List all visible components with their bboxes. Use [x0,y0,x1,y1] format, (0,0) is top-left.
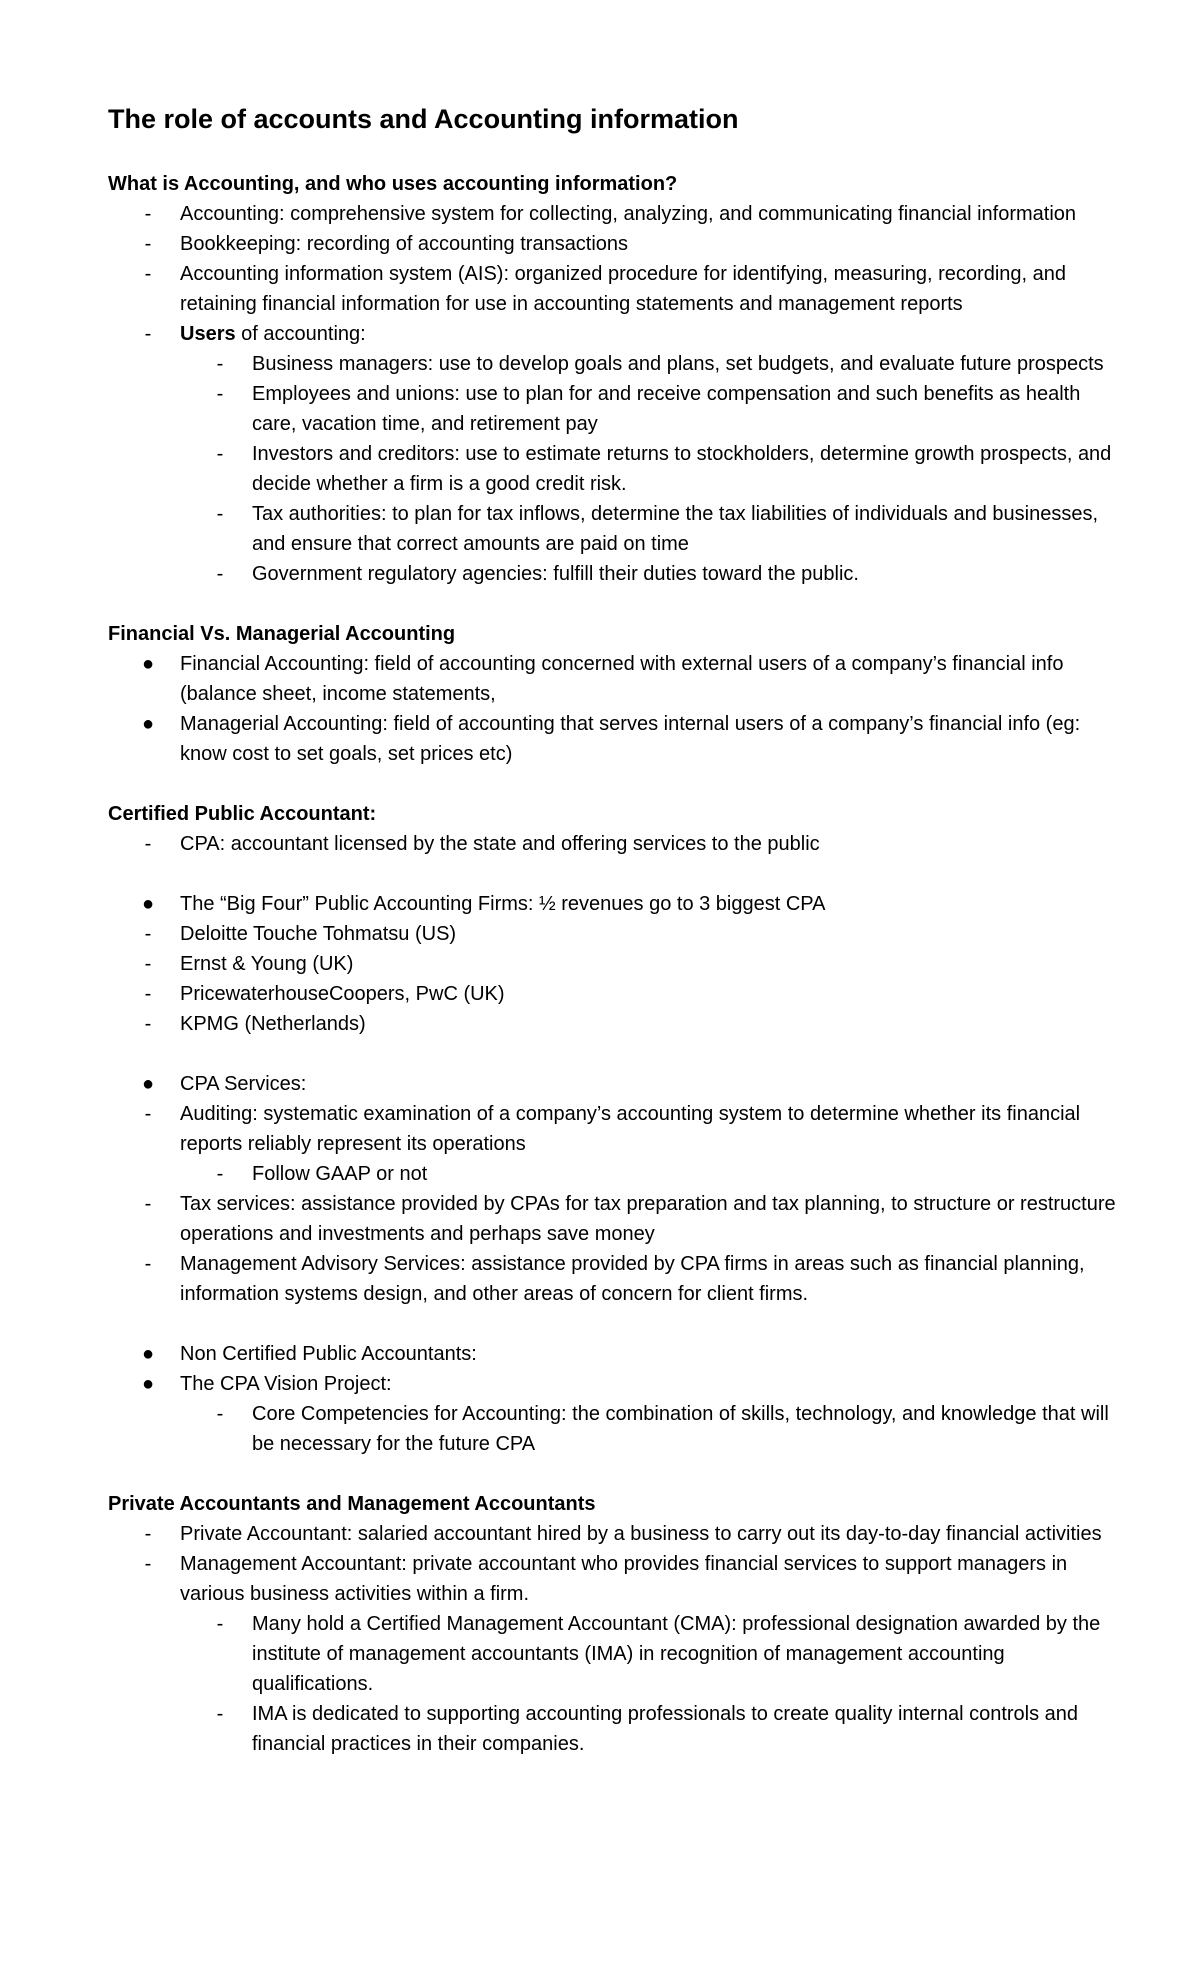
item-text: Tax services: assistance provided by CPAs for tax preparation and tax planning, to structure or restructure operations and investments and perhaps save money [180,1193,1116,1245]
item-text: Tax authorities: to plan for tax inflows, determine the tax liabilities of individuals and businesses, and ensure that correct amounts are paid on time [252,503,1099,555]
dash-marker: - [216,1703,224,1725]
sub-list-item [108,439,1118,499]
item-text: Non Certified Public Accountants: [180,1343,477,1365]
bullet-icon: ● [141,713,155,735]
item-text: Follow GAAP or not [252,1163,428,1185]
item-text: Employees and unions: use to plan for and receive compensation and such benefits as health care, vacation time, and retirement pay [252,383,1081,435]
document-body [108,169,1118,1759]
list-item [108,259,1118,319]
item-text: Management Accountant: private accountant who provides financial services to support managers in various business activities within a firm. [180,1553,1068,1605]
list-item [108,1099,1118,1159]
bullet-icon: ● [141,1373,155,1395]
dash-marker: - [144,923,152,945]
list-item [108,979,1118,1009]
dash-marker: - [144,953,152,975]
item-text: Government regulatory agencies: fulfill their duties toward the public. [252,563,859,585]
document-page [108,102,1118,1789]
item-text: Deloitte Touche Tohmatsu (US) [180,923,457,945]
item-text: Private Accountant: salaried accountant hired by a business to carry out its day-to-day financial activities [180,1523,1102,1545]
sub-list-item [108,1609,1118,1699]
dash-marker: - [144,1523,152,1545]
bullet-icon: ● [141,1073,155,1095]
list-item [108,199,1118,229]
section-heading: What is Accounting, and who uses accounting information? [108,173,678,195]
section [108,619,1118,769]
section-heading: Financial Vs. Managerial Accounting [108,623,456,645]
list-item [108,919,1118,949]
list-item [108,709,1118,769]
dash-marker: - [144,233,152,255]
dash-marker: - [144,263,152,285]
section-heading: Private Accountants and Management Accountants [108,1493,596,1515]
item-text: Auditing: systematic examination of a company’s accounting system to determine whether its financial reports reliably represent its operations [180,1103,1081,1155]
section [108,1489,1118,1759]
dash-marker: - [144,1103,152,1125]
dash-marker: - [216,1163,224,1185]
item-text: The “Big Four” Public Accounting Firms: ½ revenues go to 3 biggest CPA [180,893,826,915]
item-text: Bookkeeping: recording of accounting transactions [180,233,629,255]
blank-line [108,1039,1118,1069]
dash-marker: - [216,1613,224,1635]
item-text: Accounting: comprehensive system for collecting, analyzing, and communicating financial information [180,203,1077,225]
section [108,169,1118,589]
list-item [108,829,1118,859]
sub-list-item [108,1159,1118,1189]
dash-marker: - [144,1553,152,1575]
item-text: The CPA Vision Project: [180,1373,392,1395]
bullet-icon: ● [141,893,155,915]
list-item [108,1189,1118,1249]
dash-marker: - [144,833,152,855]
sub-list-item [108,1399,1118,1459]
list-item [108,1369,1118,1399]
item-text: Accounting information system (AIS): organized procedure for identifying, measuring, recording, and retaining financial information for use in accounting statements and management reports [180,263,1067,315]
dash-marker: - [144,1013,152,1035]
dash-marker: - [144,1253,152,1275]
list-item [108,949,1118,979]
blank-line [108,1309,1118,1339]
dash-marker: - [144,983,152,1005]
dash-marker: - [144,203,152,225]
sub-list-item [108,379,1118,439]
item-bold-text: Users [180,323,236,345]
item-text: CPA: accountant licensed by the state and offering services to the public [180,833,820,855]
section [108,799,1118,1459]
list-item [108,229,1118,259]
bullet-icon: ● [141,1343,155,1365]
item-text: Ernst & Young (UK) [180,953,354,975]
blank-line [108,859,1118,889]
list-item [108,1549,1118,1609]
item-text: Financial Accounting: field of accounting concerned with external users of a company’s financial info (balance sheet, income statements, [180,653,1064,705]
item-text: Managerial Accounting: field of accounting that serves internal users of a company’s financial info (eg: know cost to set goals, set prices etc) [180,713,1081,765]
list-item [108,1519,1118,1549]
sub-list-item [108,349,1118,379]
dash-marker: - [144,1193,152,1215]
dash-marker: - [216,383,224,405]
dash-marker: - [216,443,224,465]
item-text: Management Advisory Services: assistance provided by CPA firms in areas such as financial planning, information systems design, and other areas of concern for client firms. [180,1253,1085,1305]
item-text: IMA is dedicated to supporting accounting professionals to create quality internal controls and financial practices in their companies. [252,1703,1079,1755]
dash-marker: - [216,503,224,525]
list-item [108,319,1118,349]
item-text: Many hold a Certified Management Accountant (CMA): professional designation awarded by the institute of management accountants (IMA) in recognition of management accounting qualifications. [252,1613,1101,1695]
item-text: Core Competencies for Accounting: the combination of skills, technology, and knowledge that will be necessary for the future CPA [252,1403,1109,1455]
item-text: Investors and creditors: use to estimate returns to stockholders, determine growth prospects, and decide whether a firm is a good credit risk. [252,443,1112,495]
dash-marker: - [216,563,224,585]
sub-list-item [108,1699,1118,1759]
item-text: Business managers: use to develop goals and plans, set budgets, and evaluate future prospects [252,353,1104,375]
item-text: CPA Services: [180,1073,307,1095]
page-title: The role of accounts and Accounting information [108,104,739,134]
dash-marker: - [144,323,152,345]
list-item [108,1009,1118,1039]
item-text: of accounting: [235,323,366,345]
item-text: KPMG (Netherlands) [180,1013,366,1035]
dash-marker: - [216,353,224,375]
sub-list-item [108,499,1118,559]
sub-list-item [108,559,1118,589]
section-heading: Certified Public Accountant: [108,803,377,825]
list-item [108,1249,1118,1309]
list-item [108,1069,1118,1099]
bullet-icon: ● [141,653,155,675]
item-text: PricewaterhouseCoopers, PwC (UK) [180,983,505,1005]
list-item [108,1339,1118,1369]
list-item [108,889,1118,919]
list-item [108,649,1118,709]
dash-marker: - [216,1403,224,1425]
